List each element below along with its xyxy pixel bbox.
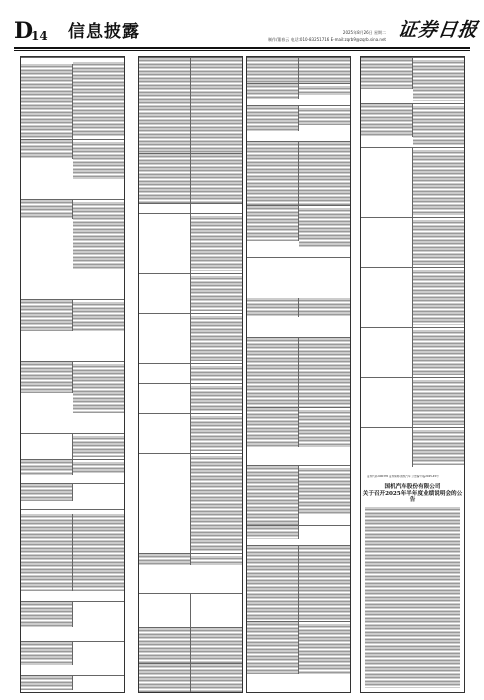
- table-row: [139, 627, 242, 663]
- table-row: [21, 299, 124, 361]
- table-row: [361, 57, 464, 103]
- table-row: [21, 675, 124, 693]
- notice-body: [365, 507, 460, 688]
- disclosure-table-column-1: [20, 56, 125, 693]
- table-row: [247, 257, 350, 337]
- table-row: [139, 453, 242, 553]
- table-row: [361, 327, 464, 377]
- newspaper-logo: 证券日报: [396, 19, 480, 41]
- table-row: [21, 57, 124, 139]
- table-row: [21, 361, 124, 433]
- table-row: [247, 525, 350, 545]
- table-row: [139, 383, 242, 413]
- table-row: [361, 103, 464, 147]
- editor-line: 制作/董春云 电话:010-83251716 E-mail:zqrb9@zqrb.sina.net: [267, 37, 386, 42]
- table-row: [247, 621, 350, 693]
- table-row: [21, 433, 124, 459]
- table-row: [247, 83, 350, 105]
- table-row: [247, 545, 350, 621]
- performance-briefing-notice: [361, 469, 464, 692]
- table-row: [21, 199, 124, 299]
- section-letter: D: [14, 18, 34, 44]
- table-row: [139, 203, 242, 213]
- table-row: [139, 363, 242, 383]
- table-row: [139, 663, 242, 693]
- table-row: [21, 509, 124, 601]
- table-row: [139, 553, 242, 593]
- table-row: [361, 377, 464, 427]
- masthead: [0, 0, 484, 48]
- table-row: [139, 213, 242, 273]
- table-row: [139, 153, 242, 203]
- table-row: [247, 105, 350, 141]
- notice-company-name: 国机汽车股份有限公司: [384, 484, 441, 490]
- disclosure-table-column-4: [360, 56, 465, 693]
- table-row: [21, 459, 124, 483]
- page-number: 14: [31, 29, 48, 43]
- table-row: [361, 427, 464, 467]
- table-row: [247, 465, 350, 525]
- table-row: [21, 483, 124, 509]
- table-row: [247, 57, 350, 83]
- header-rule-thin: [14, 50, 470, 51]
- table-row: [361, 217, 464, 267]
- table-row: [361, 147, 464, 217]
- table-row: [139, 313, 242, 363]
- table-row: [139, 57, 242, 153]
- table-row: [247, 337, 350, 407]
- section-title: 信息披露: [68, 22, 140, 42]
- header-rule: [14, 47, 470, 49]
- table-row: [247, 141, 350, 205]
- table-row: [139, 273, 242, 313]
- table-row: [21, 641, 124, 675]
- table-row: [139, 413, 242, 453]
- table-row: [361, 267, 464, 327]
- disclosure-table-column-3: [246, 56, 351, 693]
- notice-title: 关于召开2025年半年度业绩说明会的公告: [362, 491, 463, 503]
- table-row: [247, 407, 350, 465]
- table-row: [139, 593, 242, 627]
- stock-code-line: 证券代码:600335 证券简称:国机汽车 公告编号:临2025-45号: [367, 475, 439, 478]
- table-row: [21, 139, 124, 199]
- table-row: [247, 205, 350, 257]
- disclosure-table-column-2: [138, 56, 243, 693]
- date-line: 2025年8月26日 星期二: [342, 30, 386, 35]
- table-row: [21, 601, 124, 641]
